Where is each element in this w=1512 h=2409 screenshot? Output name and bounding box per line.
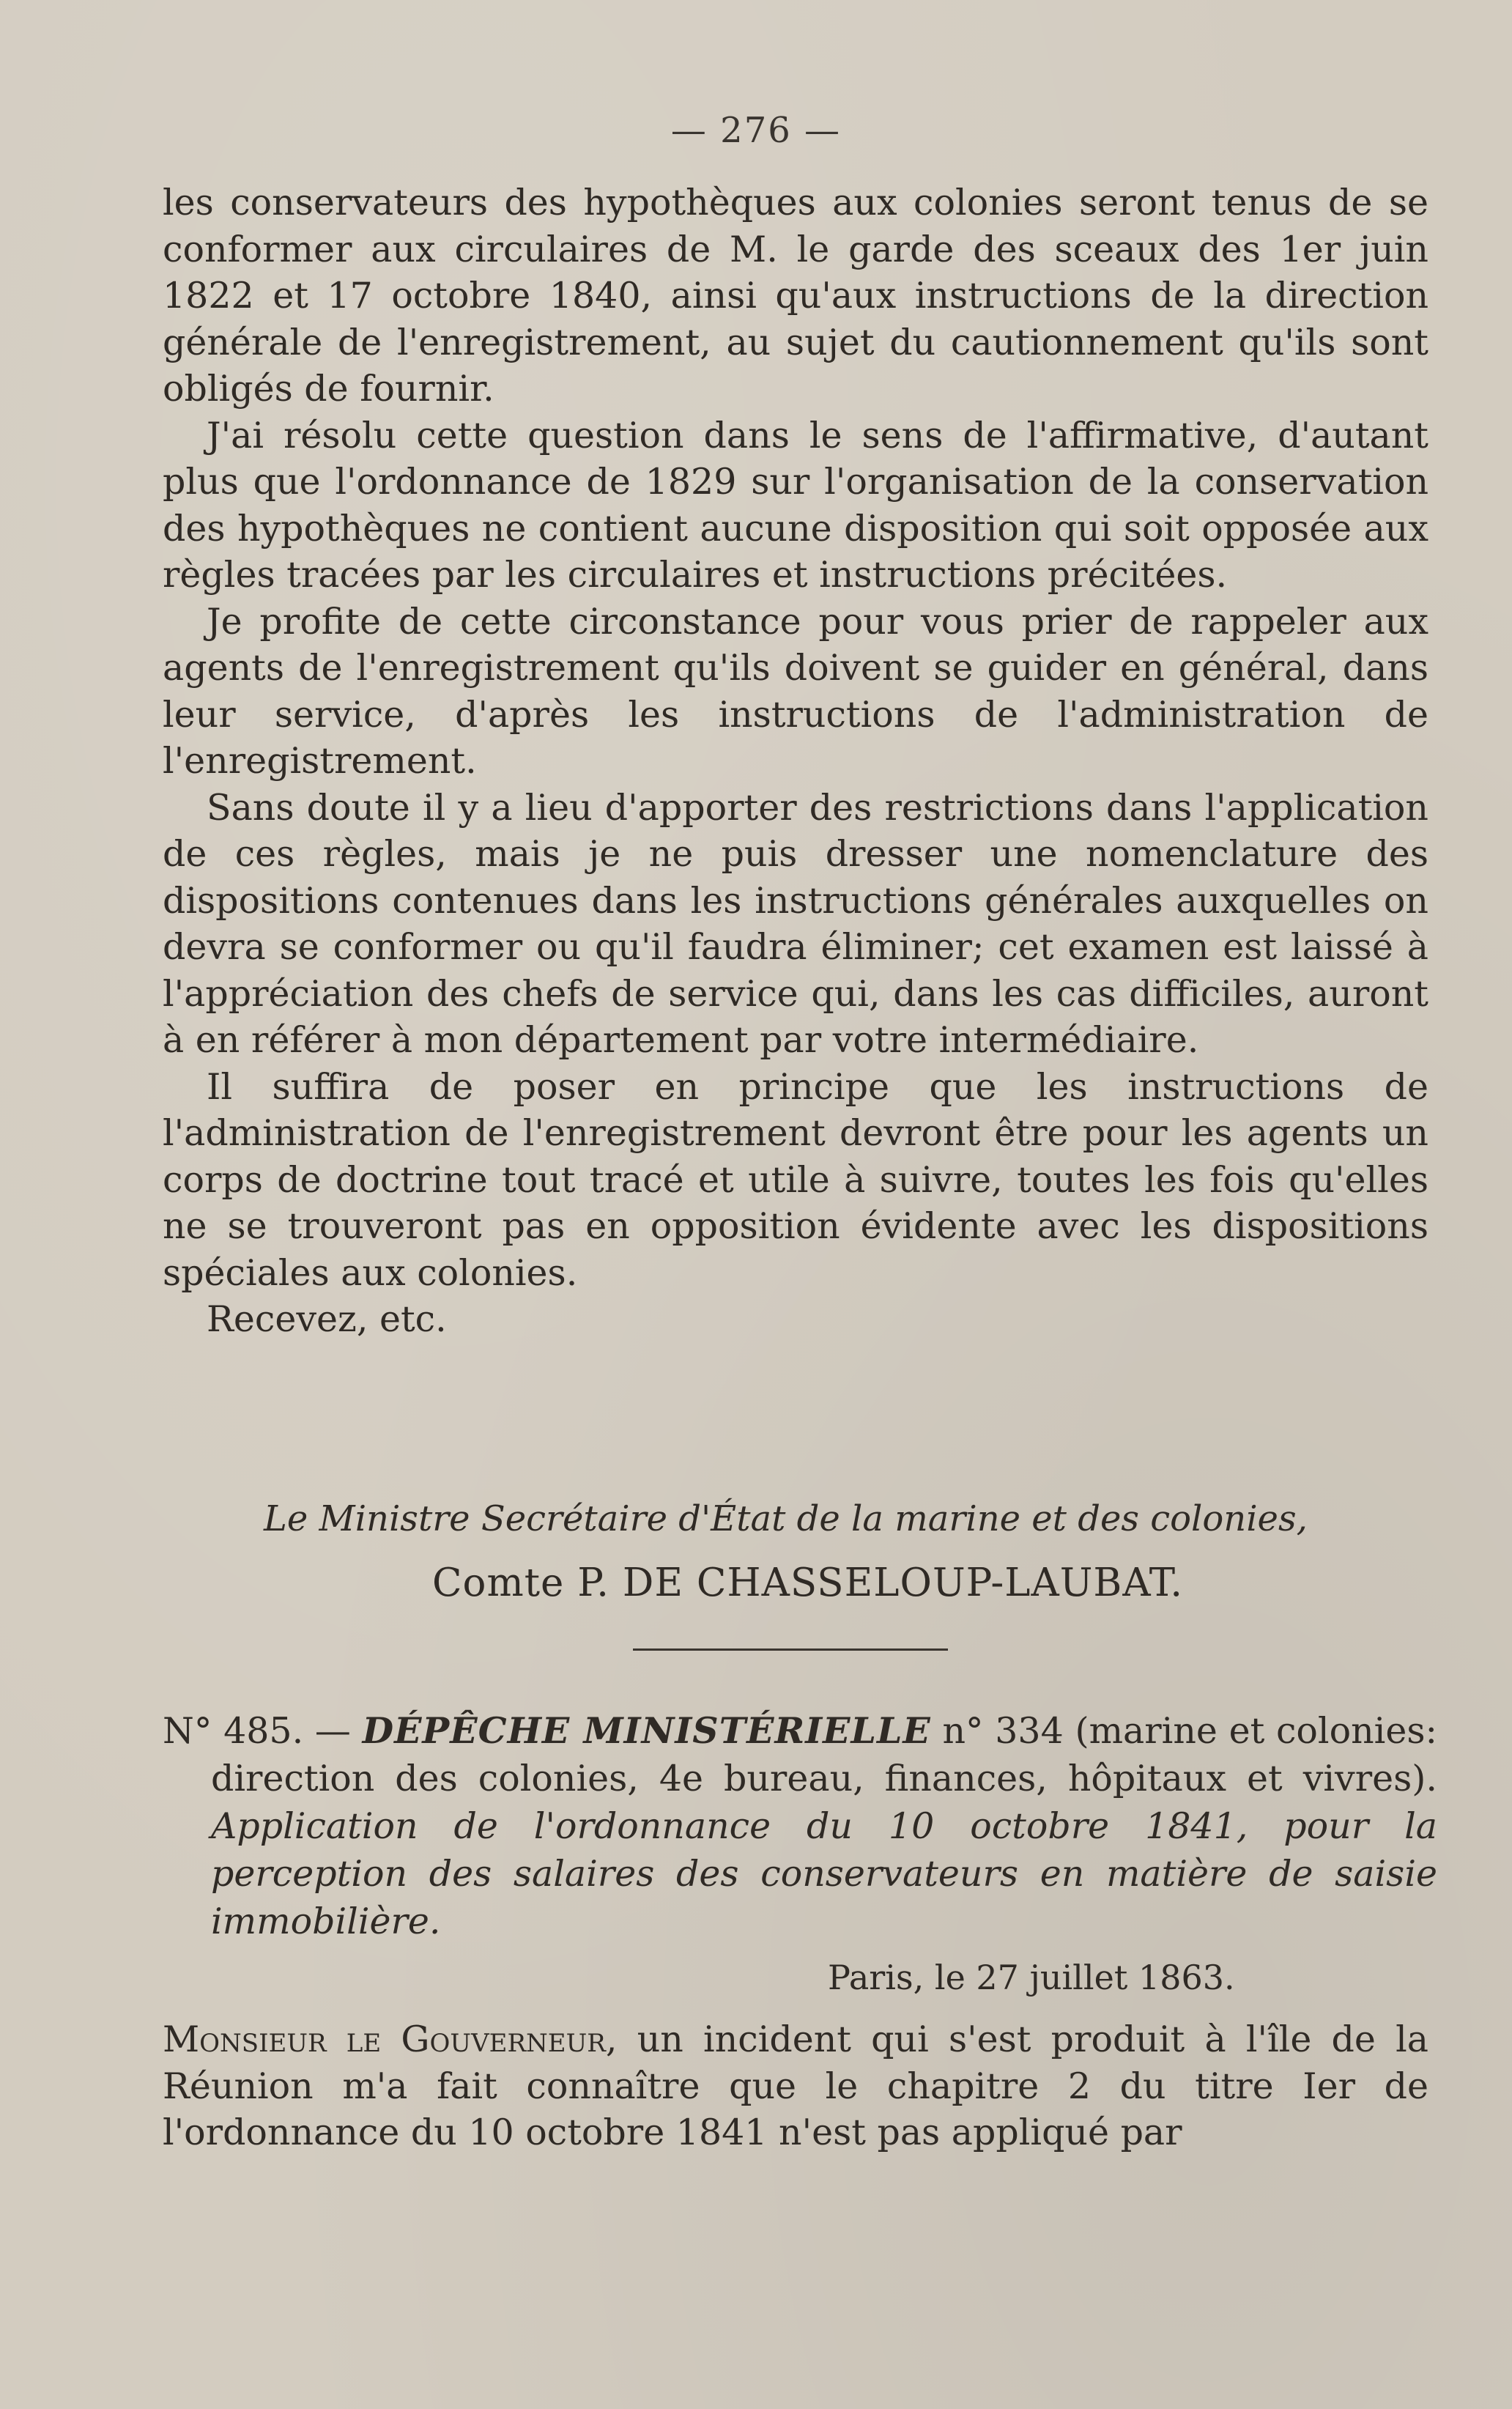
paragraph: Je profite de cette circonstance pour vous prier de rappeler aux agents de l'enregistrement qu'ils doivent se guider en général, dans leur service, d'après les instructions de l'administration de l'enregistrement. bbox=[163, 600, 1428, 782]
signature-name: Comte P. DE CHASSELOUP-LAUBAT. bbox=[432, 1561, 1184, 1605]
signature-title: Le Ministre Secrétaire d'État de la marine et des colonies, bbox=[264, 1498, 1308, 1539]
section-divider bbox=[633, 1648, 948, 1651]
paragraph: Sans doute il y a lieu d'apporter des restrictions dans l'application de ces règles, mais je ne puis dresser une nomenclature des dispositions contenues dans les instructions générales auxquelles on devra se conformer ou qu'il faudra éliminer; cet examen est laissé à l'appréciation des chefs de service qui, dans les cas difficiles, auront à en référer à mon département par votre intermédiaire. bbox=[163, 786, 1428, 1061]
salutation: Monsieur le Gouverneur, bbox=[163, 2018, 618, 2060]
letter-body bbox=[163, 180, 1428, 1343]
document-subject: Application de l'ordonnance du 10 octobre 1841, pour la perception des salaires des conservateurs en matière de saisie immobilière. bbox=[211, 1805, 1437, 1942]
document-details: n° 334 (marine et colonies: direction des colonies, 4e bureau, finances, hôpitaux et vivres). bbox=[211, 1710, 1437, 1799]
letter-opening bbox=[163, 2016, 1428, 2156]
opening-paragraph bbox=[163, 2016, 1428, 2156]
document-number: N° 485. — bbox=[163, 1710, 351, 1752]
document-title: DÉPÊCHE MINISTÉRIELLE bbox=[362, 1709, 931, 1752]
paragraph: les conservateurs des hypothèques aux colonies seront tenus de se conformer aux circulaires de M. le garde des sceaux des 1er juin 1822 et 17 octobre 1840, ainsi qu'aux instructions de la direction générale de l'enregistrement, au sujet du cautionnement qu'ils sont obligés de fournir. bbox=[163, 182, 1428, 410]
page-number: — 276 — bbox=[670, 110, 842, 151]
document-heading bbox=[163, 1707, 1437, 1945]
dateline: Paris, le 27 juillet 1863. bbox=[828, 1958, 1235, 1997]
heading-paragraph bbox=[163, 1707, 1437, 1945]
paragraph: J'ai résolu cette question dans le sens de l'affirmative, d'autant plus que l'ordonnance de 1829 sur l'organisation de la conservation des hypothèques ne contient aucune disposition qui soit opposée aux règles tracées par les circulaires et instructions précitées. bbox=[163, 414, 1428, 596]
closing-formula: Recevez, etc. bbox=[207, 1298, 447, 1340]
paragraph: Il suffira de poser en principe que les instructions de l'administration de l'enregistrement devront être pour les agents un corps de doctrine tout tracé et utile à suivre, toutes les fois qu'elles ne se trouveront pas en opposition évidente avec les dispositions spéciales aux colonies. bbox=[163, 1065, 1428, 1294]
opening-text: un incident qui s'est produit à l'île de la Réunion m'a fait connaître que le chapitre 2 du titre Ier de l'ordonnance du 10 octobre 1841 n'est pas appliqué par bbox=[163, 2018, 1429, 2153]
